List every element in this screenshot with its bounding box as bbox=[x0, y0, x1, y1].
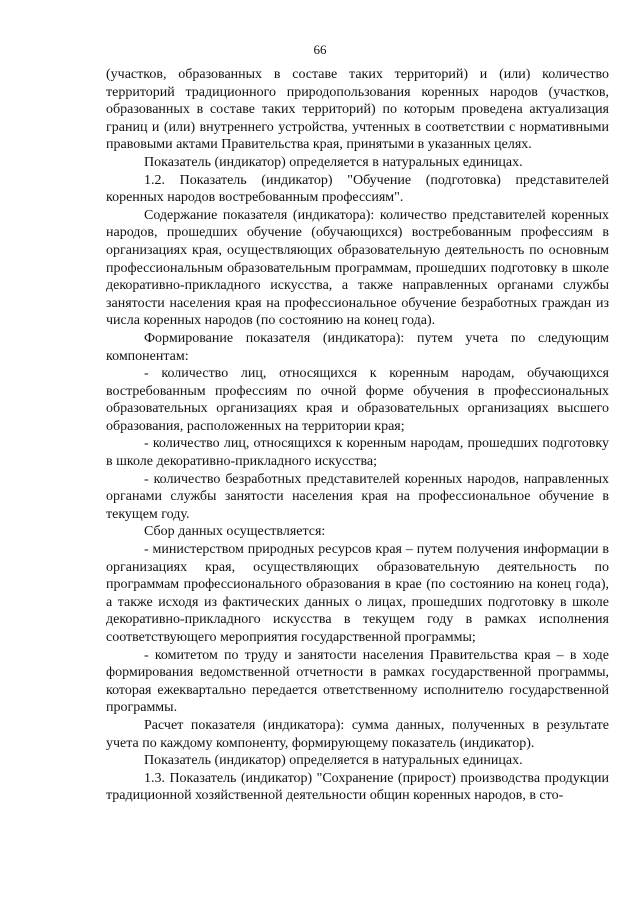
paragraph: Формирование показателя (индикатора): путем учета по следующим компонентам: bbox=[106, 330, 609, 364]
list-item: - комитетом по труду и занятости населения Правительства края – в ходе формирования ведомственной отчетности в рамках государственной программы, которая ежеквартально передается ответственному исполнителю государственной программы. bbox=[106, 647, 609, 716]
paragraph: Показатель (индикатор) определяется в натуральных единицах. bbox=[144, 154, 523, 170]
list-item: - количество безработных представителей коренных народов, направленных органами службы занятости населения края на профессиональное обучение в текущем году. bbox=[106, 471, 609, 522]
section-heading-1-2: 1.2. Показатель (индикатор) "Обучение (подготовка) представителей коренных народов востребованным профессиям". bbox=[106, 172, 609, 206]
paragraph-continuation: (участков, образованных в составе таких территорий) и (или) количество территорий традиционного природопользования коренных народов (участков, образованных в составе таких территорий) по которым проведена актуализация границ и (или) внутреннего устройства, учтенных в соответствии с нормативными правовыми актами Правительства края, принятыми в указанных целях. bbox=[106, 67, 609, 153]
list-item: - министерством природных ресурсов края – путем получения информации в организациях края, осуществляющих образовательную деятельность по программам профессионального образования в крае (по состоянию на конец года), а также исходя из фактических данных о лицах, прошедших подготовку в школе декоративно-прикладного искусства в текущем году в рамках исполнения соответствующего мероприятия государственной программы; bbox=[106, 542, 609, 645]
section-heading-1-3: 1.3. Показатель (индикатор) "Сохранение (прирост) производства продукции традиционной хозяйственной деятельности общин коренных народов, в сто- bbox=[106, 770, 609, 804]
paragraph: Показатель (индикатор) определяется в натуральных единицах. bbox=[144, 753, 523, 769]
paragraph: Содержание показателя (индикатора): количество представителей коренных народов, прошедших обучение (обучающихся) востребованным профессиям в организациях края, осуществляющих образовательную деятельность по основным профессиональным образовательным программам, прошедших подготовку в школе декоративно-прикладного искусства, а также направленных органами службы занятости населения края на профессиональное обучение безработных граждан из числа коренных народов (по состоянию на конец года). bbox=[106, 207, 609, 329]
list-item: - количество лиц, относящихся к коренным народам, прошедших подготовку в школе декоративно-прикладного искусства; bbox=[106, 436, 609, 470]
page-number: 66 bbox=[313, 42, 327, 57]
document-body bbox=[106, 66, 609, 805]
paragraph: Сбор данных осуществляется: bbox=[144, 524, 326, 540]
paragraph: Расчет показателя (индикатора): сумма данных, полученных в результате учета по каждому компоненту, формирующему показатель (индикатор). bbox=[106, 717, 609, 751]
list-item: - количество лиц, относящихся к коренным народам, обучающихся востребованным профессиям по очной форме обучения в профессиональных образовательных организациях края и образовательных организациях высшего образования, расположенных на территории края; bbox=[106, 366, 609, 434]
